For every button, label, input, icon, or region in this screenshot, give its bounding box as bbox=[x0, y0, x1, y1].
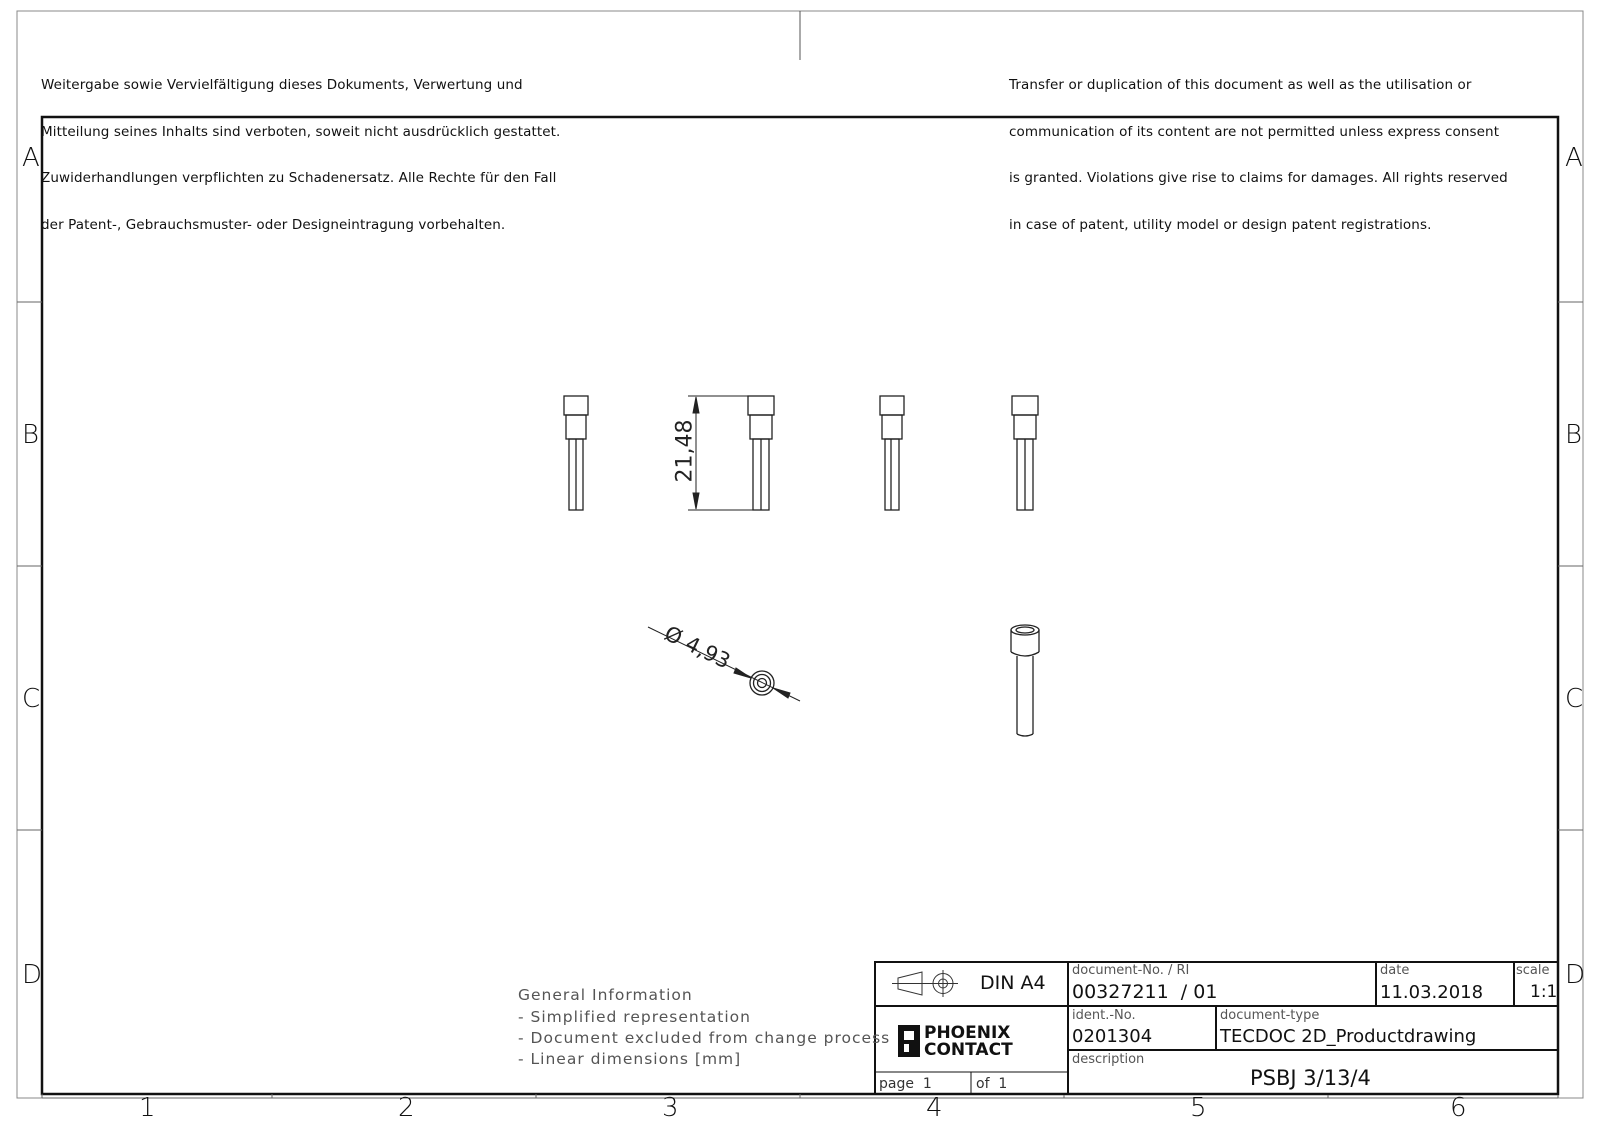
document-no-label: document-No. / RI bbox=[1072, 963, 1190, 978]
pin-isometric-view bbox=[1011, 625, 1039, 736]
phoenix-contact-logo bbox=[898, 1023, 1013, 1060]
pin-side-view-4 bbox=[1012, 396, 1038, 510]
notice-line: Zuwiderhandlungen verpflichten zu Schadenersatz. Alle Rechte für den Fall bbox=[41, 170, 557, 186]
notice-line: der Patent-, Gebrauchsmuster- oder Designeintragung vorbehalten. bbox=[41, 216, 506, 233]
sheet-format: DIN A4 bbox=[980, 972, 1046, 994]
document-type-label: document-type bbox=[1220, 1008, 1320, 1023]
logo-line-1: PHOENIX bbox=[924, 1023, 1011, 1043]
general-info-item: - Document excluded from change process bbox=[518, 1029, 891, 1047]
notice-line: communication of its content are not permitted unless express consent bbox=[1009, 123, 1500, 140]
zone-row-label: B bbox=[1565, 420, 1583, 450]
page-total: of 1 bbox=[976, 1076, 1008, 1092]
general-info-item: - Simplified representation bbox=[518, 1008, 751, 1026]
general-info-title: General Information bbox=[518, 986, 693, 1004]
general-info-item: - Linear dimensions [mm] bbox=[518, 1050, 742, 1068]
zone-col-label: 3 bbox=[662, 1093, 679, 1123]
pin-side-view-1 bbox=[564, 396, 588, 510]
notice-line: in case of patent, utility model or design patent registrations. bbox=[1009, 216, 1432, 233]
zone-row-label: B bbox=[22, 420, 40, 450]
length-dimension bbox=[688, 396, 753, 510]
scale-value: 1:1 bbox=[1530, 982, 1558, 1002]
date-value: 11.03.2018 bbox=[1380, 982, 1484, 1003]
zone-row-label: A bbox=[1565, 143, 1583, 173]
document-no: 00327211 / 01 bbox=[1072, 981, 1218, 1003]
notice-line: Mitteilung seines Inhalts sind verboten, soweit nicht ausdrücklich gestattet. bbox=[41, 123, 561, 140]
projection-symbol-icon bbox=[892, 970, 958, 997]
date-label: date bbox=[1380, 963, 1410, 978]
ident-no-label: ident.-No. bbox=[1072, 1008, 1136, 1023]
description-label: description bbox=[1072, 1052, 1145, 1067]
ident-no: 0201304 bbox=[1072, 1026, 1153, 1047]
zone-row-label: D bbox=[1565, 960, 1586, 990]
zone-row-label: A bbox=[22, 143, 40, 173]
diameter-dimension-label: Ø 4,93 bbox=[660, 621, 735, 674]
zone-col-label: 4 bbox=[926, 1093, 943, 1123]
zone-col-label: 6 bbox=[1450, 1093, 1467, 1123]
notice-line: is granted. Violations give rise to claims for damages. All rights reserved bbox=[1009, 170, 1508, 186]
zone-col-label: 2 bbox=[398, 1093, 415, 1123]
notice-line: Weitergabe sowie Vervielfältigung dieses Dokuments, Verwertung und bbox=[41, 77, 523, 93]
zone-col-label: 5 bbox=[1190, 1093, 1207, 1123]
page-number: page 1 bbox=[879, 1076, 932, 1092]
description: PSBJ 3/13/4 bbox=[1250, 1066, 1371, 1090]
length-dimension-label: 21,48 bbox=[672, 419, 698, 483]
scale-label: scale bbox=[1516, 963, 1550, 978]
notice-line: Transfer or duplication of this document as well as the utilisation or bbox=[1009, 77, 1472, 93]
logo-line-2: CONTACT bbox=[924, 1040, 1013, 1060]
zone-row-label: C bbox=[1565, 684, 1584, 714]
zone-row-label: D bbox=[22, 960, 43, 990]
zone-col-label: 1 bbox=[139, 1093, 156, 1123]
drawing-frame bbox=[42, 117, 1558, 1094]
zone-row-label: C bbox=[22, 684, 41, 714]
pin-side-view-3 bbox=[880, 396, 904, 510]
pin-side-view-2 bbox=[748, 396, 774, 510]
document-type: TECDOC 2D_Productdrawing bbox=[1220, 1026, 1477, 1047]
